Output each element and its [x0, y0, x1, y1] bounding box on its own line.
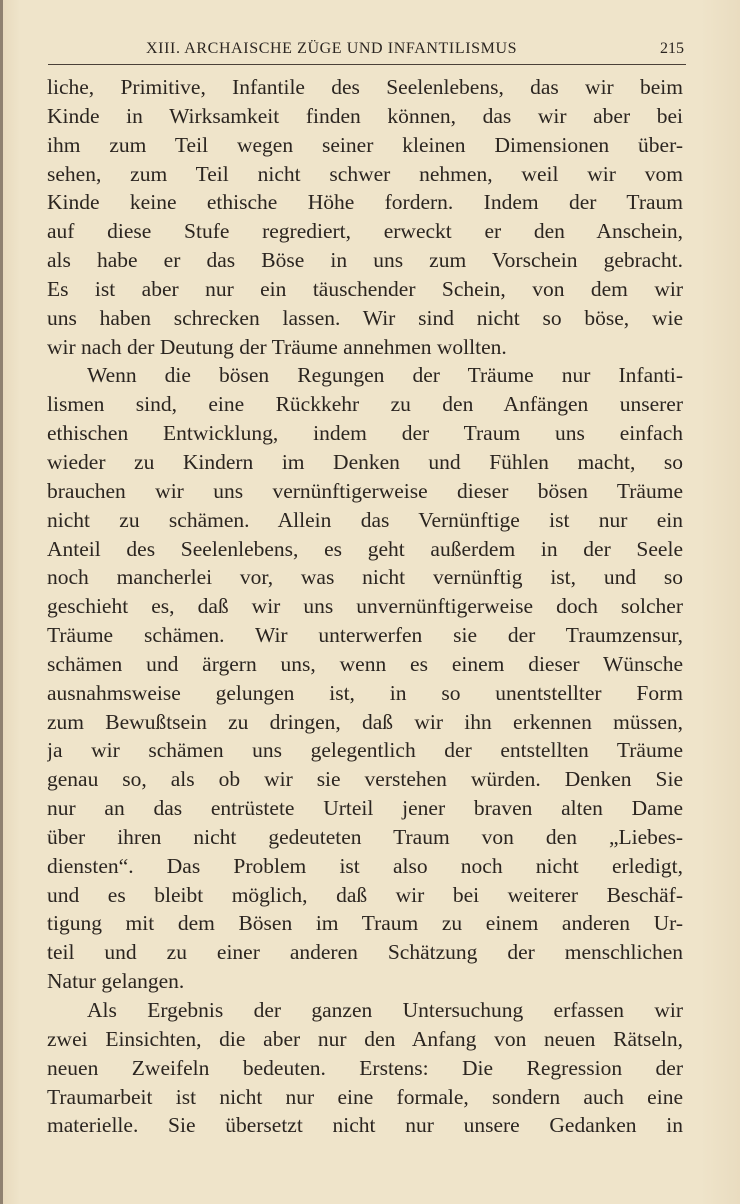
text-line: wir nach der Deutung der Träume annehmen wollten.: [47, 334, 507, 359]
text-line: Träume schämen. Wir unterwerfen sie der Traumzensur,: [47, 623, 683, 648]
text-line: materielle. Sie übersetzt nicht nur unsere Gedanken in: [47, 1113, 683, 1138]
text-line: ja wir schämen uns gelegentlich der entstellten Träume: [47, 738, 683, 763]
text-line: lismen sind, eine Rückkehr zu den Anfängen unserer: [47, 392, 683, 417]
text-line: und es bleibt möglich, daß wir bei weiterer Beschäf-: [47, 882, 683, 907]
text-line: ausnahmsweise gelungen ist, in so unentstellter Form: [47, 680, 683, 705]
running-header: [48, 34, 686, 64]
running-header-title: XIII. ARCHAISCHE ZÜGE UND INFANTILISMUS: [146, 40, 518, 57]
text-line: ethischen Entwicklung, indem der Traum uns einfach: [47, 421, 683, 446]
text-line: Natur gelangen.: [47, 969, 185, 994]
text-line: zum Bewußtsein zu dringen, daß wir ihn erkennen müssen,: [47, 709, 683, 734]
text-line: noch mancherlei vor, was nicht vernünftig ist, und so: [47, 565, 683, 590]
text-line: sehen, zum Teil nicht schwer nehmen, weil wir vom: [47, 161, 683, 186]
text-line: Kinde keine ethische Höhe fordern. Indem der Traum: [47, 190, 683, 215]
text-line: uns haben schrecken lassen. Wir sind nicht so böse, wie: [47, 305, 683, 330]
text-line: tigung mit dem Bösen im Traum zu einem anderen Ur-: [47, 911, 683, 936]
text-line: schämen und ärgern uns, wenn es einem dieser Wünsche: [47, 651, 683, 676]
text-line: Es ist aber nur ein täuschender Schein, von dem wir: [47, 276, 683, 301]
page-left-edge: [0, 0, 3, 1204]
text-line: neuen Zweifeln bedeuten. Erstens: Die Regression der: [47, 1055, 683, 1080]
body-text: [47, 73, 683, 1140]
text-line: Kinde in Wirksamkeit finden können, das wir aber bei: [47, 103, 683, 128]
text-line: nicht zu schämen. Allein das Vernünftige ist nur ein: [47, 507, 683, 532]
text-line: nur an das entrüstete Urteil jener braven alten Dame: [47, 796, 683, 821]
text-line: geschieht es, daß wir uns unvernünftigerweise doch solcher: [47, 594, 683, 619]
header-rule: [48, 64, 686, 65]
page-number: 215: [660, 40, 684, 57]
text-line: über ihren nicht gedeuteten Traum von den „Liebes-: [47, 824, 683, 849]
text-line: diensten“. Das Problem ist also noch nicht erledigt,: [47, 853, 683, 878]
text-line: wieder zu Kindern im Denken und Fühlen macht, so: [47, 449, 683, 474]
text-line: als habe er das Böse in uns zum Vorschein gebracht.: [47, 248, 683, 273]
text-line: Anteil des Seelenlebens, es geht außerdem in der Seele: [47, 536, 683, 561]
text-line: genau so, als ob wir sie verstehen würden. Denken Sie: [47, 767, 683, 792]
text-line: teil und zu einer anderen Schätzung der menschlichen: [47, 940, 683, 965]
text-line: zwei Einsichten, die aber nur den Anfang von neuen Rätseln,: [47, 1026, 683, 1051]
text-line: Traumarbeit ist nicht nur eine formale, sondern auch eine: [47, 1084, 683, 1109]
text-line: brauchen wir uns vernünftigerweise dieser bösen Träume: [47, 478, 683, 503]
text-line: liche, Primitive, Infantile des Seelenlebens, das wir beim: [47, 75, 683, 99]
text-line: auf diese Stufe regrediert, erweckt er den Anschein,: [47, 219, 683, 244]
paragraph-first-line: Als Ergebnis der ganzen Untersuchung erfassen wir: [87, 998, 683, 1022]
paragraph-first-line: Wenn die bösen Regungen der Träume nur Infanti-: [87, 363, 683, 388]
text-line: ihm zum Teil wegen seiner kleinen Dimensionen über-: [47, 132, 683, 157]
